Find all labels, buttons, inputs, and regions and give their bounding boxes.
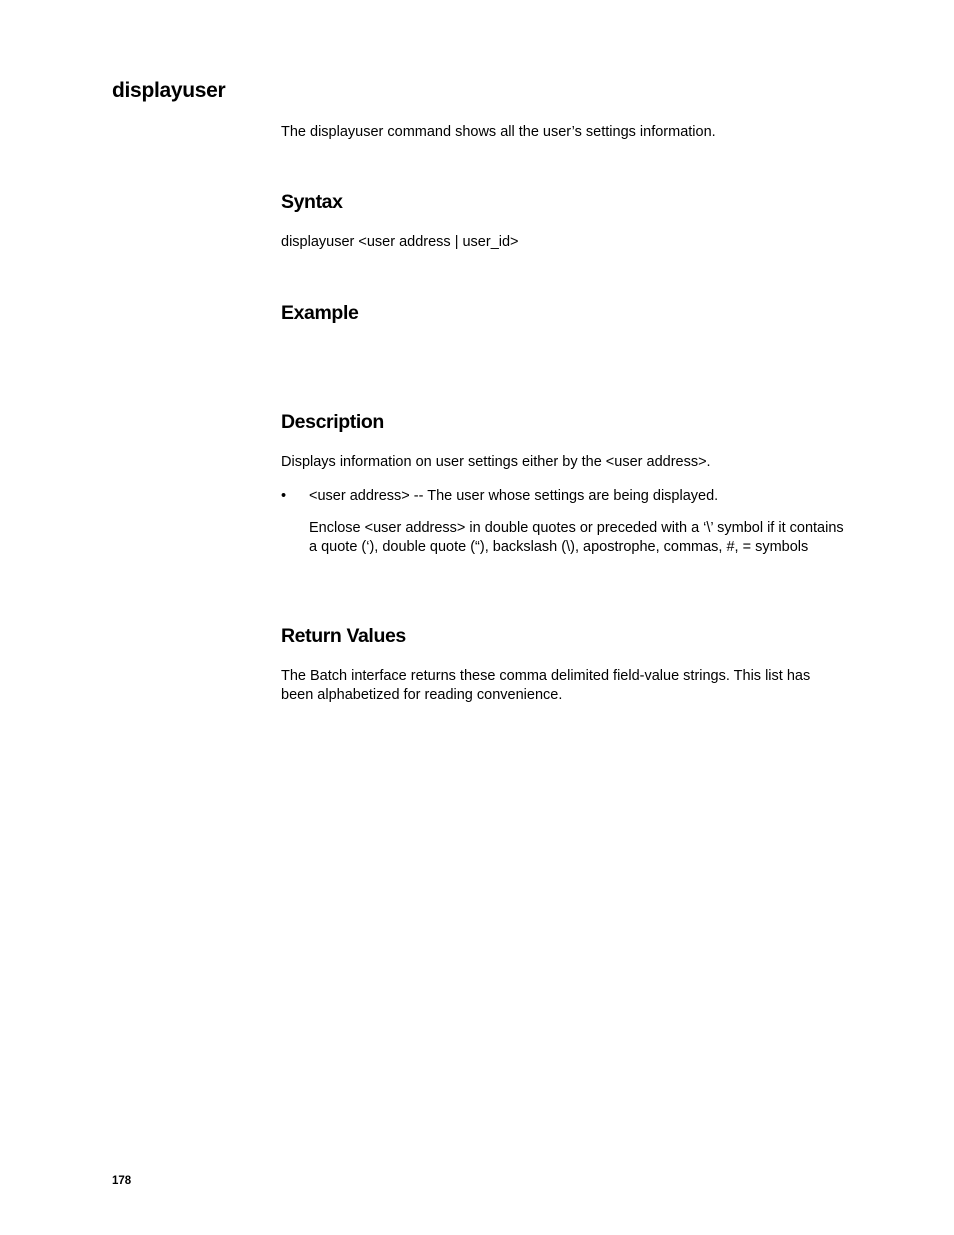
bullet-detail-text: Enclose <user address> in double quotes or preceded with a ‘\’ symbol if it contains a quote (‘), double quote (“), backslash (\), apostrophe, commas, #, = symbols: [309, 520, 844, 555]
syntax-heading: Syntax: [281, 191, 343, 213]
description-text: Displays information on user settings either by the <user address>.: [281, 454, 711, 470]
bullet-mark: •: [281, 488, 287, 504]
page-number: 178: [112, 1175, 132, 1187]
return-values-text: The Batch interface returns these comma delimited field-value strings. This list has been alphabetized for reading convenience.: [281, 668, 811, 703]
return-values-heading: Return Values: [281, 625, 406, 647]
syntax-text: displayuser <user address | user_id>: [281, 234, 519, 250]
page-title: displayuser: [112, 79, 226, 102]
intro-text: The displayuser command shows all the user’s settings information.: [281, 124, 716, 140]
description-heading: Description: [281, 411, 384, 433]
example-heading: Example: [281, 302, 359, 324]
bullet-text: <user address> -- The user whose settings are being displayed.: [309, 488, 719, 504]
